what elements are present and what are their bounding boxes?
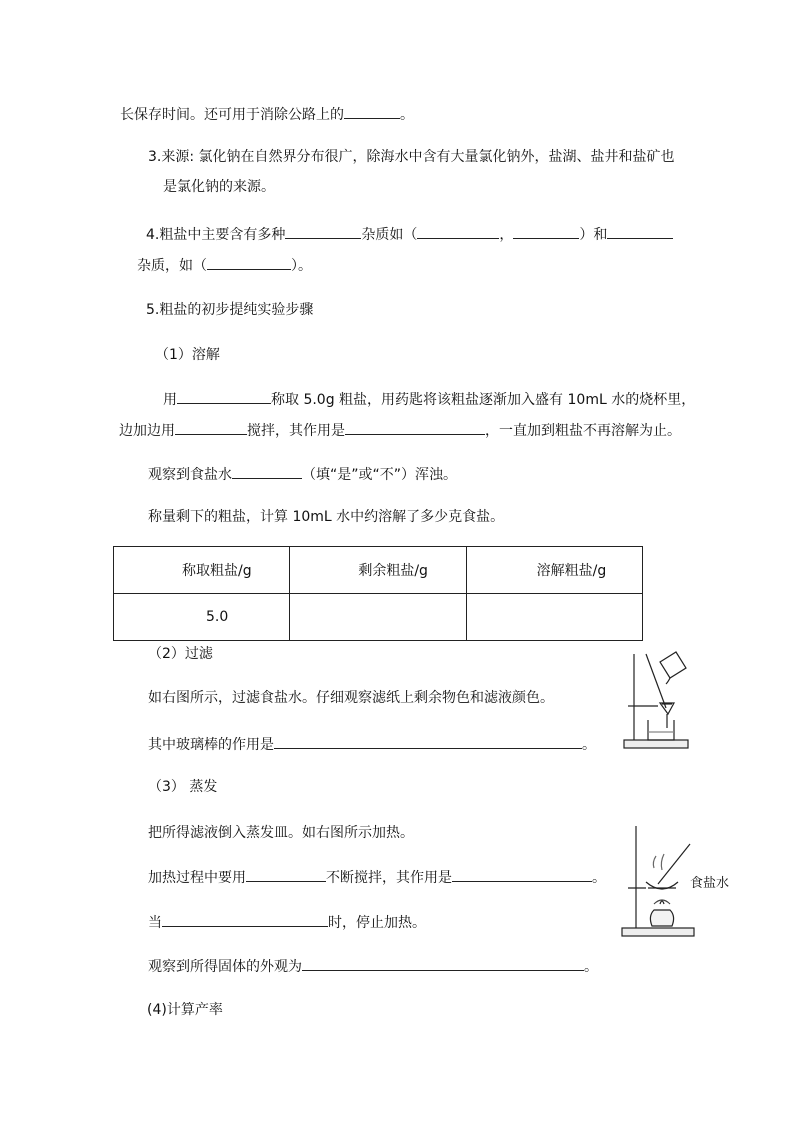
text-line-2: 3.来源: 氯化钠在自然界分布很广，除海水中含有大量氯化钠外，盐湖、盐井和盐矿也 (148, 149, 675, 165)
text-line-4: 4.粗盐中主要含有多种 杂质如（ ， ）和 (146, 223, 673, 245)
section-title-5: 5.粗盐的初步提纯实验步骤 (146, 302, 314, 318)
text-line-19: 观察到所得固体的外观为 。 (148, 955, 598, 977)
step-4-heading: (4)计算产率 (147, 1002, 223, 1018)
blank-stop-heating-condition[interactable] (162, 911, 328, 927)
line1-text: 长保存时间。还可用于消除公路上的 (120, 107, 344, 123)
text-line-13: 如右图所示，过滤食盐水。仔细观察滤纸上剩余物色和滤液颜色。 (148, 690, 554, 706)
filtration-apparatus-figure (620, 648, 698, 754)
text-line-17: 加热过程中要用 不断搅拌，其作用是 。 (148, 866, 606, 888)
blank-impurity-example-2[interactable] (513, 223, 579, 239)
table-header-row (114, 547, 643, 594)
blank-solid-appearance[interactable] (302, 955, 584, 971)
blank-weighing-tool[interactable] (177, 388, 271, 404)
text-line-16: 把所得滤液倒入蒸发皿。如右图所示加热。 (148, 825, 414, 841)
step-2-heading: （2）过滤 (148, 646, 213, 662)
salt-data-table (113, 546, 643, 641)
text-line-5: 杂质，如（ ）。 (137, 254, 312, 276)
text-line-9: 边加边用 搅拌，其作用是 ，一直加到粗盐不再溶解为止。 (119, 419, 681, 441)
blank-impurity-example-3[interactable] (207, 254, 291, 270)
step-3-heading: （3） 蒸发 (148, 779, 218, 795)
blank-turbidity[interactable] (232, 463, 302, 479)
text-line-11: 称量剩下的粗盐，计算 10mL 水中约溶解了多少克食盐。 (148, 509, 505, 525)
blank-impurity-type-1[interactable] (285, 223, 361, 239)
text-line-10: 观察到食盐水 （填“是”或“不”）浑浊。 (148, 463, 457, 485)
blank-evaporation-tool[interactable] (246, 866, 326, 882)
table-header-cell: 剩余粗盐/g (290, 547, 466, 594)
table-cell[interactable] (466, 594, 642, 641)
blank-road-use[interactable] (344, 103, 400, 119)
text-line-8: 用 称取 5.0g 粗盐，用药匙将该粗盐逐渐加入盛有 10mL 水的烧杯里， (163, 388, 695, 410)
blank-glass-rod-purpose[interactable] (274, 733, 582, 749)
blank-impurity-type-2[interactable] (607, 223, 673, 239)
text-line-18: 当 时，停止加热。 (148, 911, 426, 933)
blank-stirring-tool[interactable] (175, 419, 247, 435)
text-line-1: 长保存时间。还可用于消除公路上的 。 (120, 103, 414, 125)
text-line-3: 是氯化钠的来源。 (163, 179, 275, 195)
table-header-cell: 溶解粗盐/g (466, 547, 642, 594)
text-line-14: 其中玻璃棒的作用是 。 (148, 733, 596, 755)
evaporation-label: 食盐水 (690, 876, 730, 891)
table-header-cell: 称取粗盐/g (114, 547, 290, 594)
table-row (114, 594, 643, 641)
evaporation-apparatus-figure (618, 822, 698, 942)
step-1-heading: （1）溶解 (155, 347, 220, 363)
blank-impurity-example-1[interactable] (417, 223, 499, 239)
table-cell[interactable]: 5.0 (114, 594, 290, 641)
blank-evaporation-purpose[interactable] (452, 866, 592, 882)
blank-stirring-purpose[interactable] (345, 419, 485, 435)
table-cell[interactable] (290, 594, 466, 641)
